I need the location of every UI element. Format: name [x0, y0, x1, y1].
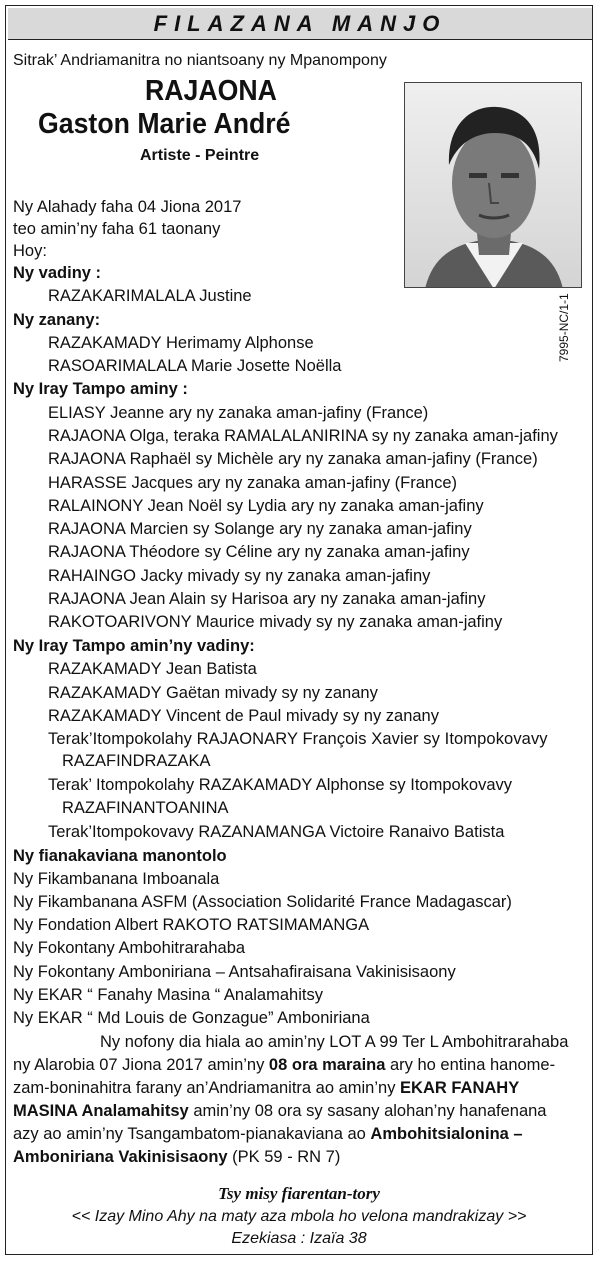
org-item: Ny EKAR “ Fanahy Masina “ Analamahitsy — [13, 986, 323, 1004]
funeral-church: EKAR FANAHY — [400, 1079, 520, 1097]
funeral-text: ary ho entina hanome- — [385, 1056, 556, 1074]
list-item: RAJAONA Marcien sy Solange ary ny zanaka aman-jafiny — [48, 520, 472, 538]
deceased-last-name: RAJAONA — [145, 75, 277, 107]
list-item: RAKOTOARIVONY Maurice mivady sy ny zanaka aman-jafiny — [48, 613, 503, 631]
list-item-text: Terak’Itompokolahy RAJAONARY François Xavier sy Itompokovavy — [48, 730, 548, 748]
funeral-burial-place-cont: Amboniriana Vakinisisaony — [13, 1148, 228, 1166]
footer-quote: << Izay Mino Ahy na maty aza mbola ho velona mandrakizay >> — [71, 1208, 527, 1225]
funeral-church-cont: MASINA Analamahitsy — [13, 1102, 189, 1120]
list-item — [48, 728, 588, 750]
org-item: Ny Fikambanana Imboanala — [13, 870, 220, 888]
funeral-text: zam-boninahitra farany an’Andriamanitra ao amin’ny — [13, 1079, 401, 1097]
list-item: RAHAINGO Jacky mivady sy ny zanaka aman-jafiny — [48, 567, 431, 585]
funeral-line-6 — [13, 1146, 340, 1168]
list-item: RAZAKAMADY Gaëtan mivady sy ny zanany — [48, 684, 378, 702]
funeral-text: amin’ny 08 ora sy sasany alohan’ny hanafenana — [188, 1102, 547, 1120]
footer-verse: Ezekiasa : Izaïa 38 — [231, 1230, 367, 1247]
death-date: Ny Alahady faha 04 Jiona 2017 — [13, 198, 242, 216]
section-title-fianakaviana: Ny fianakaviana manontolo — [13, 847, 227, 865]
deceased-first-names: Gaston Marie André — [38, 108, 291, 140]
reference-code: 7995-NC/1-1 — [557, 293, 571, 362]
list-item: RAJAONA Théodore sy Céline ary ny zanaka aman-jafiny — [48, 543, 470, 561]
list-item: RAZAKAMADY Vincent de Paul mivady sy ny zanany — [48, 707, 439, 725]
list-item: RAZAKARIMALALA Justine — [48, 287, 252, 305]
footer-notice: Tsy misy fiarentan-tory — [218, 1184, 380, 1203]
banner-title: FILAZANA MANJO — [8, 8, 592, 40]
list-item: Terak’ Itompokolahy RAZAKAMADY Alphonse sy Itompokovavy — [48, 776, 513, 794]
age-line: teo amin’ny faha 61 taonany — [13, 220, 221, 238]
list-item: RAJAONA Jean Alain sy Harisoa ary ny zanaka aman-jafiny — [48, 590, 486, 608]
funeral-text: (PK 59 - RN 7) — [227, 1148, 341, 1166]
org-item: Ny EKAR “ Md Louis de Gonzague” Amboniriana — [13, 1009, 370, 1027]
list-item-continued: RAZAFINANTOANINA — [62, 799, 229, 817]
funeral-burial-place: Ambohitsialonina – — [370, 1125, 523, 1143]
org-item: Ny Fondation Albert RAKOTO RATSIMAMANGA — [13, 916, 370, 934]
list-item: HARASSE Jacques ary ny zanaka aman-jafiny (France) — [48, 474, 458, 492]
list-item: RAZAKAMADY Herimamy Alphonse — [48, 334, 314, 352]
list-item: RAZAKAMADY Jean Batista — [48, 660, 257, 678]
org-item: Ny Fikambanana ASFM (Association Solidarité France Madagascar) — [13, 893, 512, 911]
section-title-vadiny: Ny vadiny : — [13, 264, 102, 282]
deceased-profession: Artiste - Peintre — [140, 147, 260, 164]
org-item: Ny Fokontany Amboniriana – Antsahafiraisana Vakinisisaony — [13, 963, 456, 981]
funeral-line-1: Ny nofony dia hiala ao amin’ny LOT A 99 Ter L Ambohitrarahaba — [100, 1033, 569, 1051]
list-item: RAJAONA Raphaël sy Michèle ary ny zanaka aman-jafiny (France) — [48, 450, 538, 468]
list-item: ELIASY Jeanne ary ny zanaka aman-jafiny (France) — [48, 404, 429, 422]
funeral-line-5 — [13, 1123, 523, 1145]
list-item: RALAINONY Jean Noël sy Lydia ary ny zanaka aman-jafiny — [48, 497, 484, 515]
section-title-iray-tampo: Ny Iray Tampo aminy : — [13, 380, 188, 398]
section-title-iray-tampo-vadiny: Ny Iray Tampo amin’ny vadiny: — [13, 637, 255, 655]
list-item: RAJAONA Olga, teraka RAMALALANIRINA sy ny zanaka aman-jafiny — [48, 427, 558, 445]
funeral-line-2 — [13, 1054, 555, 1076]
funeral-time: 08 ora maraina — [268, 1056, 386, 1074]
funeral-line-4 — [13, 1100, 546, 1122]
intro-line: Sitrak’ Andriamanitra no niantsoany ny Mpanompony — [13, 52, 387, 69]
list-item-continued: RAZAFINDRAZAKA — [62, 752, 211, 770]
funeral-line-3 — [13, 1077, 519, 1099]
deceased-portrait — [404, 82, 582, 288]
section-title-zanany: Ny zanany: — [13, 311, 101, 329]
funeral-text: ny Alarobia 07 Jiona 2017 amin’ny — [13, 1056, 269, 1074]
hoy-label: Hoy: — [13, 242, 47, 260]
org-item: Ny Fokontany Ambohitrarahaba — [13, 939, 246, 957]
funeral-text: azy ao amin’ny Tsangambatom-pianakaviana ao — [13, 1125, 371, 1143]
list-item: Terak’Itompokovavy RAZANAMANGA Victoire Ranaivo Batista — [48, 823, 505, 841]
list-item: RASOARIMALALA Marie Josette Noëlla — [48, 357, 342, 375]
